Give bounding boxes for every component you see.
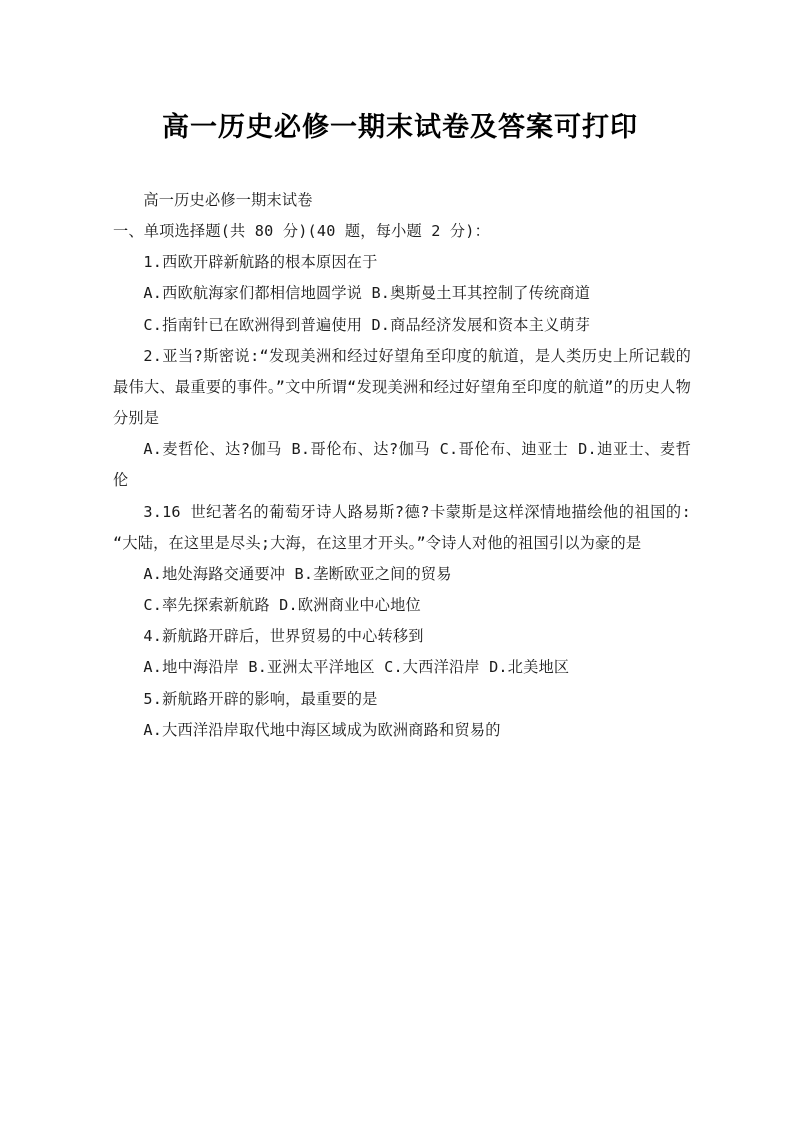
page-title: 高一历史必修一期末试卷及答案可打印 bbox=[162, 112, 638, 143]
paragraph: 一、单项选择题(共 80 分)(40 题，每小题 2 分)： bbox=[113, 222, 491, 241]
paragraph: 4.新航路开辟后，世界贸易的中心转移到 bbox=[143, 627, 424, 646]
paragraph: 2.亚当?斯密说:“发现美洲和经过好望角至印度的航道，是人类历史上所记载的最伟大、最重要的事件。”文中所谓“发现美洲和经过好望角至印度的航道”的历史人物分别是 bbox=[113, 346, 691, 428]
paragraph: A.麦哲伦、达?伽马 B.哥伦布、达?伽马 C.哥伦布、迪亚士 D.迪亚士、麦哲伦 bbox=[113, 440, 691, 490]
paragraph: A.地处海路交通要冲 B.垄断欧亚之间的贸易 bbox=[143, 564, 452, 583]
document-body bbox=[113, 185, 691, 746]
paragraph: A.地中海沿岸 B.亚洲太平洋地区 C.大西洋沿岸 D.北美地区 bbox=[143, 658, 570, 677]
paragraph: A.西欧航海家们都相信地圆学说 B.奥斯曼土耳其控制了传统商道 bbox=[143, 284, 591, 303]
paragraph: 高一历史必修一期末试卷 bbox=[143, 191, 313, 209]
paragraph: A.大西洋沿岸取代地中海区域成为欧洲商路和贸易的 bbox=[143, 720, 501, 739]
paragraph: 5.新航路开辟的影响，最重要的是 bbox=[143, 689, 378, 708]
paragraph: C.指南针已在欧洲得到普遍使用 D.商品经济发展和资本主义萌芽 bbox=[143, 315, 591, 334]
paragraph: C.率先探索新航路 D.欧洲商业中心地位 bbox=[143, 596, 421, 615]
paragraph: 3.16 世纪著名的葡萄牙诗人路易斯?德?卡蒙斯是这样深情地描绘他的祖国的:“大陆，在这里是尽头;大海，在这里才开头。”令诗人对他的祖国引以为豪的是 bbox=[113, 502, 691, 552]
paragraph: 1.西欧开辟新航路的根本原因在于 bbox=[143, 253, 378, 272]
